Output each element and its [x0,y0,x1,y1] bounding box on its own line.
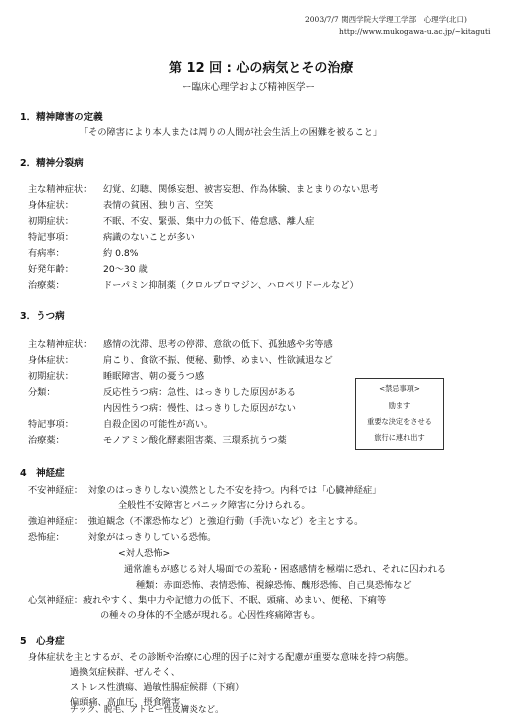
s4-line: 通常誰もが感じる対人場面での羞恥・困惑感情を極端に恐れ、それに囚われる [124,564,447,575]
s4-line: の種々の身体的不全感が現れる。心因性疼痛障害も。 [100,610,321,621]
section-5-heading: 5 心身症 [20,636,65,647]
s3-value: 睡眠障害、朝の憂うつ感 [103,371,205,382]
s4-line: <対人恐怖> [118,548,171,559]
s4-line: 恐怖症： 対象がはっきりしている恐怖。 [28,532,217,543]
s5-line: ストレス性潰瘍、過敏性腸症候群（下痢） [70,682,245,693]
s2-label: 好発年齢： [28,264,74,275]
s5-line: 偏頭痛、高血圧、摂食障害、 [70,697,190,708]
s2-label: 身体症状： [28,200,74,211]
s2-label: 主な精神症状： [28,184,93,195]
s3-value: 感情の沈滞、思考の停滞、意欲の低下、孤独感や劣等感 [103,339,333,350]
page-title: 第 12 回 : 心の病気とその治療 [169,61,354,76]
s3-label: 治療薬： [28,435,65,446]
section-3-heading: 3．うつ病 [20,311,65,322]
s4-line: 不安神経症： 対象のはっきりしない漠然とした不安を持つ。内科では「心臓神経症」 [28,485,382,496]
s3-label: 初期症状： [28,371,74,382]
contraindication-box [355,378,444,450]
s3-value: モノアミン酸化酵素阻害薬、三環系抗うつ薬 [103,435,287,446]
s2-label: 有病率： [28,248,65,259]
s2-value: 不眠、不安、緊張、集中力の低下、倦怠感、離人症 [103,216,315,227]
s3-label: 特記事項： [28,419,74,430]
course-header-line1: 2003/7/7 関西学院大学理工学部 心理学(北口) [305,15,467,24]
s2-value: 約 0.8% [103,248,139,259]
course-header-url: http://www.mukogawa-u.ac.jp/~kitaguti [339,27,491,36]
s4-line: 心気神経症：疲れやすく、集中力や記憶力の低下、不眠、頭痛、めまい、便秘、下痢等 [28,595,387,606]
s3-label: 分類： [28,387,56,398]
s3-value: 内因性うつ病：慢性、はっきりした原因がない [103,403,296,414]
section-1-heading: 1．精神障害の定義 [20,112,103,123]
s2-value: 20〜30 歳 [103,264,148,275]
contraindication-item: 旅行に連れ出す [374,433,425,442]
s5-line: チック、脱毛、アトピー性皮膚炎など。 [70,705,224,715]
s2-label: 治療薬： [28,280,65,291]
section-1-definition: 「その障害により本人または周りの人間が社会生活上の困難を被ること」 [79,127,383,138]
s4-line: 全般性不安障害とパニック障害に分けられる。 [118,500,311,511]
s5-line: 身体症状を主とするが、その診断や治療に心理的因子に対する配慮が重要な意味を持つ病態。 [28,652,414,663]
s2-label: 初期症状： [28,216,74,227]
contraindication-item: 重要な決定をさせる [367,417,432,426]
contraindication-item: 励ます [388,401,411,410]
s3-value: 肩こり、食欲不振、便秘、動悸、めまい、性欲減退など [103,355,333,366]
s2-value: 病識のないことが多い [103,232,195,243]
s2-value: 幻覚、幻聴、関係妄想、被害妄想、作為体験、まとまりのない思考 [103,184,379,195]
s4-line: 強迫神経症： 強迫観念（不潔恐怖など）と強迫行動（手洗いなど）を主とする。 [28,516,364,527]
s2-value: 表情の貧困、独り言、空笑 [103,200,214,211]
s2-label: 特記事項： [28,232,74,243]
s3-value: 反応性うつ病：急性、はっきりした原因がある [103,387,296,398]
s4-line: 種類：赤面恐怖、表情恐怖、視線恐怖、醜形恐怖、自己臭恐怖など [136,580,412,591]
s2-value: ドーパミン抑制薬（クロルプロマジン、ハロペリドールなど） [103,280,359,291]
s5-line: 過換気症候群、ぜんそく、 [70,667,181,678]
page-subtitle: ー臨床心理学および精神医学ー [182,82,316,93]
s3-label: 身体症状： [28,355,74,366]
contraindication-title: <禁忌事項> [379,384,420,393]
section-2-heading: 2．精神分裂病 [20,158,84,169]
s3-value: 自殺企図の可能性が高い。 [103,419,214,430]
section-4-heading: 4 神経症 [20,468,65,479]
s3-label: 主な精神症状： [28,339,93,350]
